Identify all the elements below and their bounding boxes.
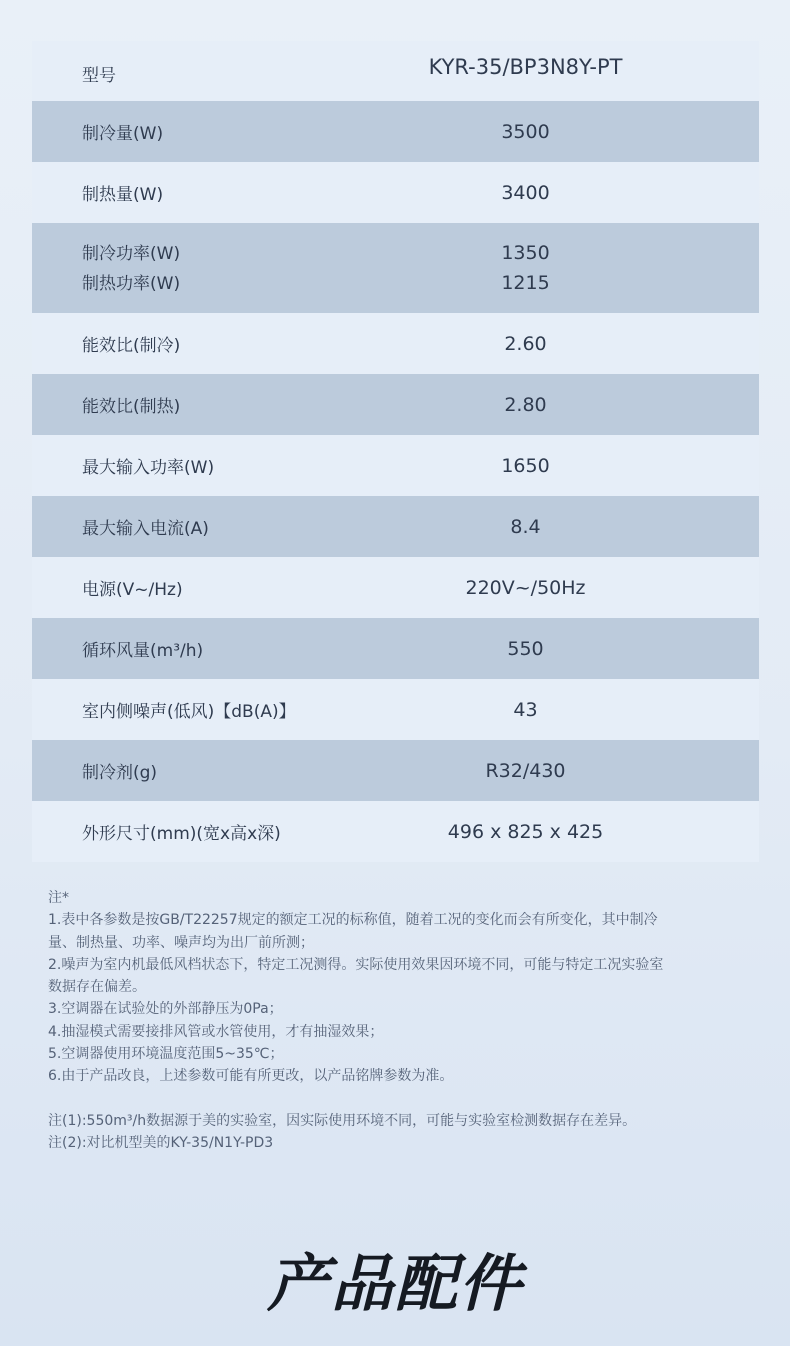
spec-label: 最大输入电流(A) — [82, 519, 209, 539]
spec-label: 室内侧噪声(低风)【dB(A)】 — [82, 702, 296, 722]
spec-row-power — [32, 223, 759, 313]
spec-label: 制冷功率(W) — [82, 244, 181, 264]
section-title-accessories: 产品配件 — [266, 1247, 523, 1320]
spec-label: 外形尺寸(mm)(宽x高x深) — [82, 824, 281, 844]
spec-row-dimensions — [32, 801, 759, 862]
spec-value: 1215 — [501, 272, 550, 294]
spec-value: 3500 — [501, 120, 550, 143]
spec-label: 能效比(制热) — [82, 397, 181, 417]
spec-value: 8.4 — [510, 515, 541, 538]
spec-label: 最大输入功率(W) — [82, 458, 215, 478]
note-line: 数据存在偏差。 — [48, 979, 146, 996]
spec-label: 能效比(制冷) — [82, 336, 181, 356]
spec-value: 3400 — [501, 181, 550, 204]
spec-value: 43 — [513, 698, 538, 721]
spec-label: 循环风量(m³/h) — [82, 641, 204, 661]
spec-row-cooling-capacity — [32, 101, 759, 162]
spec-row-eer-heating — [32, 374, 759, 435]
notes-section — [48, 887, 748, 1154]
spec-value: 220V~/50Hz — [465, 576, 586, 599]
spec-row-eer-cooling — [32, 313, 759, 374]
spec-row-refrigerant — [32, 740, 759, 801]
spec-row-power-supply — [32, 557, 759, 618]
spec-label: 制冷剂(g) — [82, 763, 158, 783]
spec-value: 2.80 — [504, 393, 547, 416]
note-line: 4.抽湿模式需要接排风管或水管使用，才有抽湿效果； — [48, 1023, 384, 1040]
note-line: 1.表中各参数是按GB/T22257规定的额定工况的标称值，随着工况的变化而会有所变化，其中制冷 — [48, 912, 658, 929]
spec-value: R32/430 — [485, 759, 566, 782]
note-line: 2.噪声为室内机最低风档状态下，特定工况测得。实际使用效果因环境不同，可能与特定工况实验室 — [48, 956, 664, 973]
spec-label-group — [82, 239, 180, 299]
spec-row-max-current — [32, 496, 759, 557]
note-line: 5.空调器使用环境温度范围5~35℃； — [48, 1046, 284, 1063]
spec-value: 550 — [507, 637, 544, 660]
spec-value: 1650 — [501, 454, 550, 477]
footnote-line: 注(1):550m³/h数据源于美的实验室，因实际使用环境不同，可能与实验室检测数据存在差异。 — [48, 1112, 637, 1129]
spec-value: 496 x 825 x 425 — [447, 820, 604, 843]
spec-label: 型号 — [82, 66, 116, 86]
spec-row-airflow — [32, 618, 759, 679]
spec-value: 1350 — [501, 242, 550, 264]
spec-label: 制冷量(W) — [82, 124, 164, 144]
spec-label: 制热量(W) — [82, 185, 164, 205]
footnote-line: 注(2):对比机型美的KY-35/N1Y-PD3 — [48, 1134, 274, 1151]
spec-row-noise — [32, 679, 759, 740]
note-line: 3.空调器在试验处的外部静压为0Pa； — [48, 1001, 283, 1018]
spec-row-model — [32, 41, 759, 101]
spec-label: 电源(V~/Hz) — [82, 580, 183, 600]
spec-row-max-power — [32, 435, 759, 496]
spec-value-group — [362, 238, 689, 298]
notes-spacer — [48, 1088, 748, 1110]
spec-table — [32, 41, 759, 862]
spec-row-heating-capacity — [32, 162, 759, 223]
notes-heading: 注* — [48, 890, 69, 906]
note-line: 量、制热量、功率、噪声均为出厂前所测； — [48, 934, 314, 951]
note-line: 6.由于产品改良，上述参数可能有所更改，以产品铭牌参数为准。 — [48, 1068, 454, 1085]
spec-label: 制热功率(W) — [82, 274, 181, 294]
spec-value: KYR-35/BP3N8Y-PT — [428, 55, 623, 79]
spec-value: 2.60 — [504, 332, 547, 355]
